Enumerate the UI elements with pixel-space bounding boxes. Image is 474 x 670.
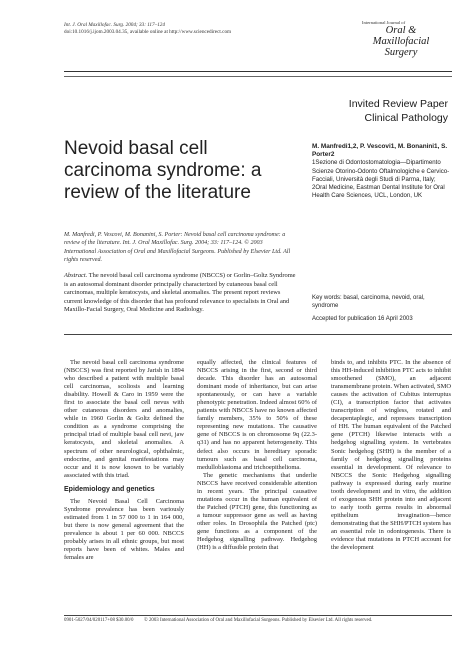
section-rule <box>64 334 452 335</box>
journal-logo <box>356 20 446 58</box>
journal-prefix: International Journal of <box>362 20 406 25</box>
abstract <box>64 272 298 315</box>
article-type-primary: Invited Review Paper <box>348 98 448 110</box>
genetics-paragraph: The genetic mechanisms that underlie NBCCS have received considerable attention in recent years. The principal causative mutations occur in the human equivalent of the Patched (PTCH) gene, this functioning as a tumour suppressor gene as well as having other roles. In Drosophila the Patched (ptc) gene functions as a component of the Hedgehog signalling pathway. Hedgehog (HH) is a diffusible protein that <box>197 471 317 552</box>
footer-code: 0901-5027/04/020117+08 $30.00/0 <box>64 618 134 623</box>
journal-citation-header <box>64 22 264 36</box>
header-rule-thin <box>64 76 452 77</box>
abstract-text: The nevoid basal cell carcinoma syndrome (NBCCS) or Gorlin–Goltz Syndrome is an autosomal dominant disorder principally characterized by cutaneous basal cell carcinomas, multiple keratocysts, and skeletal anomalies. The present report reviews current knowledge of this disorder that has profound relevance to specialists in Oral and Maxillo-Facial Surgery, Oral Medicine and Radiology. <box>64 272 296 313</box>
paragraph-continued: equally affected, the clinical features of NBCCS arising in the first, second or third decade. This disorder has an autosomal dominant mode of inheritance, but can arise spontaneously, or can have a variable phenotypic penetration. Indeed almost 60% of patients with NBCCS have no known affected family members, 35% to 50% of these representing new mutations. The causative gene of NBCCS is on chromosome 9q (22.3-q31) and has no apparent heterogeneity. This defect also occurs in hereditary sporadic tumours such as basal cell carcinoma, medulloblastoma and trichoepithelioma. <box>197 359 317 471</box>
abstract-label: Abstract. <box>64 272 88 279</box>
accepted-date: Accepted for publication 16 April 2003 <box>312 316 413 322</box>
doi-line: doi:10.1016/j.ijom.2003.04.35, available online at http://www.sciencedirect.com <box>64 29 232 35</box>
affiliations: 1Sezione di Odontostomatologia—Dipartimento Scienze Otorino-Odonto Oftalmologiche e Cervico-Facciali, Università degli Studi di Parma, Italy; 2Oral Medicine, Eastman Dental Institute for Oral Health Care Sciences, UCL, London, UK <box>312 159 450 200</box>
body-column-2 <box>197 359 317 552</box>
citation-block: M. Manfredi, P. Vescovi, M. Bonanini, S. Porter: Nevoid basal cell carcinoma syndrome: a review of the literature. Int. J. Oral Maxillofac. Surg. 2004; 33: 117–124. © 2003 International Association of Oral and Maxillofacial Surgeons. Published by Elsevier Ltd. All rights reserved. <box>64 232 291 263</box>
author-list: M. Manfredi1,2, P. Vescovi1, M. Bonanini1, S. Porter2 <box>312 143 448 159</box>
journal-name-line2: Maxillofacial <box>372 36 430 47</box>
journal-name-line3: Surgery <box>384 47 418 58</box>
journal-name-line1: Oral & <box>385 25 417 36</box>
journal-citation: Int. J. Oral Maxillofac. Surg. 2004; 33: 117–124 <box>64 22 165 28</box>
footer <box>64 618 454 623</box>
body-column-3 <box>331 359 451 552</box>
paragraph-continued-2: binds to, and inhibits PTC. In the absence of this HH-induced inhibition PTC acts to inhibit smoothened (SMO), an adjacent transmembrane protein. When activated, SMO causes the activation of Cubitus interruptus (CI), a transcription factor that activates transcription of wingless, rotated and decapentaplegic, and represses transcription of HH. The human equivalent of the Patched gene (PTCH) likewise interacts with a hedgehog signalling system. In vertebrates Sonic hedgehog (SHH) is the member of a family of hedgehog signalling proteins essential in development. Of relevance to NBCCS the Sonic Hedgehog signalling pathway is expressed during early murine tooth development and in vitro, the addition of exogenous SHH protein into and adjacent to early tooth germs results in abnormal epithelium invagination—hence demonstrating that the SHH/PTCH system has an essential role in odontogenesis. There is evidence that mutations in PTCH account for the development <box>331 359 452 552</box>
author-block <box>312 143 452 200</box>
article-type-secondary: Clinical Pathology <box>364 112 448 124</box>
section-heading-epidemiology: Epidemiology and genetics <box>64 485 155 493</box>
article-type <box>320 97 448 125</box>
intro-paragraph: The nevoid basal cell carcinoma syndrome (NBCCS) was first reported by Jarish in 1894 who described a patient with multiple basal cell carcinomas, scoliosis and learning disability. Howell & Caro in 1959 were the first to associate the basal cell nevus with other cutaneous disorders and anomalies, while in 1960 Gorlin & Goltz defined the condition as a syndrome comprising the principal triad of multiple basal cell nevi, jaw keratocysts, and skeletal anomalies. A spectrum of other neurological, ophthalmic, endocrine, and genital manifestations may occur and it is now known to be variably associated with this triad. <box>64 359 184 479</box>
epidemiology-paragraph: The Nevoid Basal Cell Carcinoma Syndrome prevalence has been variously estimated from 1 in 57 000 to 1 in 164 000, but there is now general agreement that the prevalence is about 1 per 60 000. NBCCS probably arises in all ethnic groups, but most reports have been of whites. Males and females are <box>64 497 184 562</box>
footer-rule <box>64 615 452 616</box>
body-column-1 <box>64 359 184 562</box>
article-title: Nevoid basal cell carcinoma syndrome: a review of the literature <box>64 138 262 203</box>
header-rule <box>64 71 452 72</box>
keywords: Key words: basal, carcinoma, nevoid, oral, syndrome <box>312 295 425 310</box>
footer-rights: © 2003 International Association of Oral and Maxillofacial Surgeons. Published by Elsevier Ltd. All rights reserved. <box>144 618 373 623</box>
